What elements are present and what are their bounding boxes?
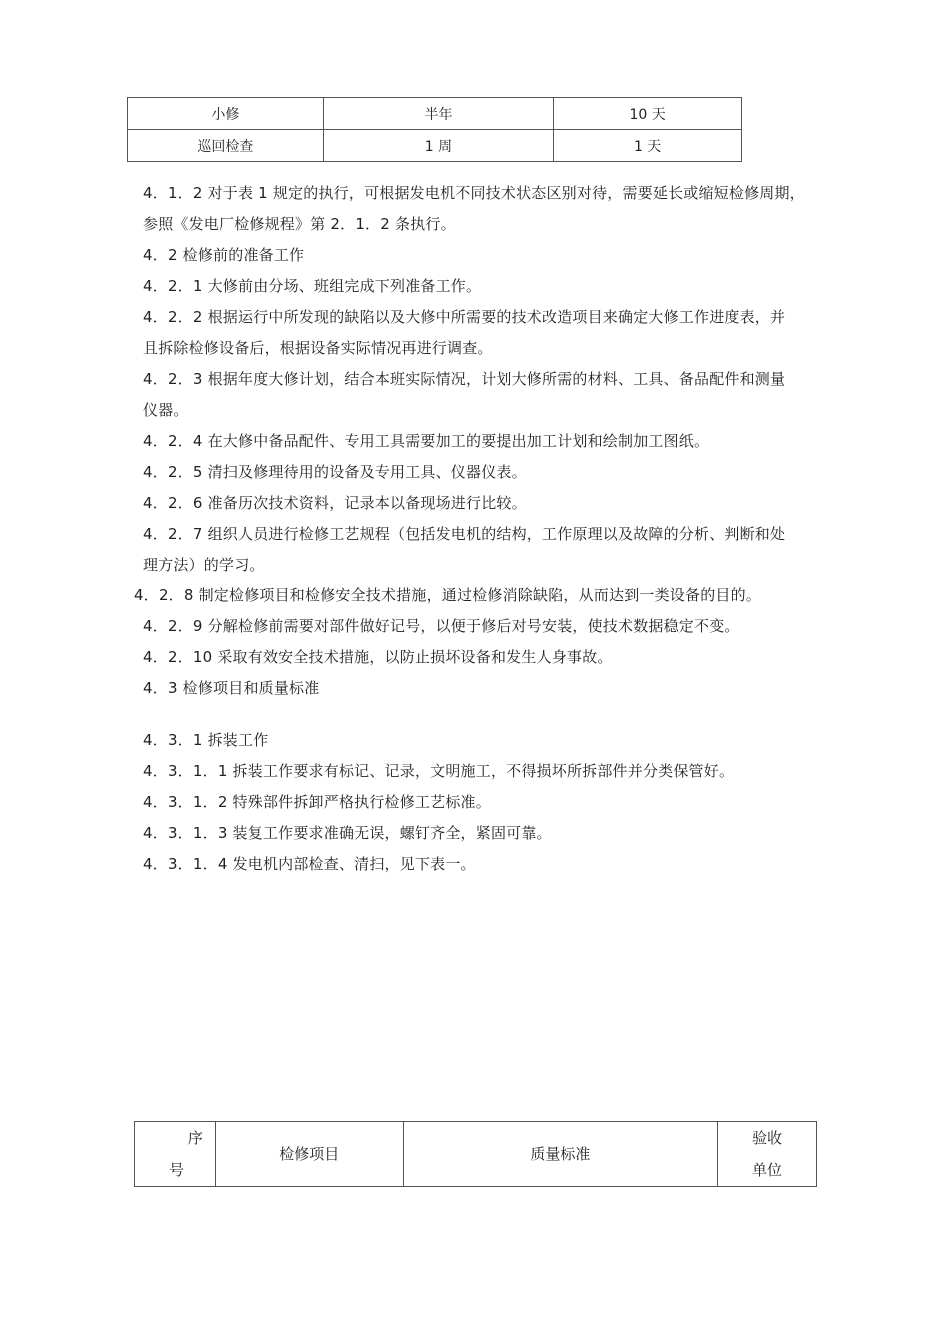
table-row <box>128 130 742 162</box>
paragraph-line: 4．2．8 制定检修项目和检修安全技术措施，通过检修消除缺陷，从而达到一类设备的目的。 <box>134 586 762 604</box>
table-cell: 1 周 <box>323 130 554 162</box>
paragraph-line: 4．3．1．1 拆装工作要求有标记、记录，文明施工，不得损坏所拆部件并分类保管好。 <box>143 762 735 780</box>
inspection-table-header <box>134 1121 817 1187</box>
paragraph-line: 4．3．1．3 装复工作要求准确无误，螺钉齐全，紧固可靠。 <box>143 824 552 842</box>
paragraph-line: 且拆除检修设备后，根据设备实际情况再进行调查。 <box>143 339 493 357</box>
paragraph-line: 4．1．2 对于表 1 规定的执行，可根据发电机不同技术状态区别对待，需要延长或缩短检修周期， <box>143 184 805 202</box>
paragraph-line: 4．2．1 大修前由分场、班组完成下列准备工作。 <box>143 277 482 295</box>
acceptance-header-line2: 单位 <box>752 1161 783 1179</box>
section-heading: 4．3 检修项目和质量标准 <box>143 679 320 697</box>
acceptance-header-line1: 验收 <box>752 1129 783 1147</box>
table-cell: 半年 <box>323 98 554 130</box>
paragraph-line: 仪器。 <box>143 401 189 419</box>
table-cell: 小修 <box>128 98 324 130</box>
seq-header-cell <box>135 1122 216 1187</box>
seq-header-line2: 号 <box>169 1161 185 1179</box>
paragraph-line: 参照《发电厂检修规程》第 2．1．2 条执行。 <box>143 215 456 233</box>
paragraph-line: 4．2．3 根据年度大修计划，结合本班实际情况，计划大修所需的材料、工具、备品配件和测量 <box>143 370 786 388</box>
maintenance-cycle-table <box>127 97 742 162</box>
table-cell: 1 天 <box>554 130 742 162</box>
paragraph-line: 4．2．10 采取有效安全技术措施，以防止损坏设备和发生人身事故。 <box>143 648 613 666</box>
paragraph-line: 4．2．2 根据运行中所发现的缺陷以及大修中所需要的技术改造项目来确定大修工作进度表，并 <box>143 308 786 326</box>
paragraph-line: 理方法）的学习。 <box>143 556 265 574</box>
paragraph-line: 4．2．6 准备历次技术资料，记录本以备现场进行比较。 <box>143 494 527 512</box>
section-heading: 4．3．1 拆装工作 <box>143 731 269 749</box>
section-heading: 4．2 检修前的准备工作 <box>143 246 305 264</box>
table-cell: 10 天 <box>554 98 742 130</box>
table-header-row <box>135 1122 817 1187</box>
seq-header-line1: 序 <box>187 1129 203 1147</box>
paragraph-line: 4．3．1．2 特殊部件拆卸严格执行检修工艺标准。 <box>143 793 491 811</box>
item-header-cell: 检修项目 <box>215 1122 403 1187</box>
table-cell: 巡回检查 <box>128 130 324 162</box>
paragraph-line: 4．2．7 组织人员进行检修工艺规程（包括发电机的结构，工作原理以及故障的分析、判断和处 <box>143 525 786 543</box>
table-row <box>128 98 742 130</box>
paragraph-line: 4．3．1．4 发电机内部检查、清扫，见下表一。 <box>143 855 476 873</box>
paragraph-line: 4．2．5 清扫及修理待用的设备及专用工具、仪器仪表。 <box>143 463 527 481</box>
standard-header-cell: 质量标准 <box>403 1122 717 1187</box>
paragraph-line: 4．2．4 在大修中备品配件、专用工具需要加工的要提出加工计划和绘制加工图纸。 <box>143 432 710 450</box>
paragraph-line: 4．2．9 分解检修前需要对部件做好记号，以便于修后对号安装，使技术数据稳定不变。 <box>143 617 740 635</box>
acceptance-header-cell <box>718 1122 817 1187</box>
